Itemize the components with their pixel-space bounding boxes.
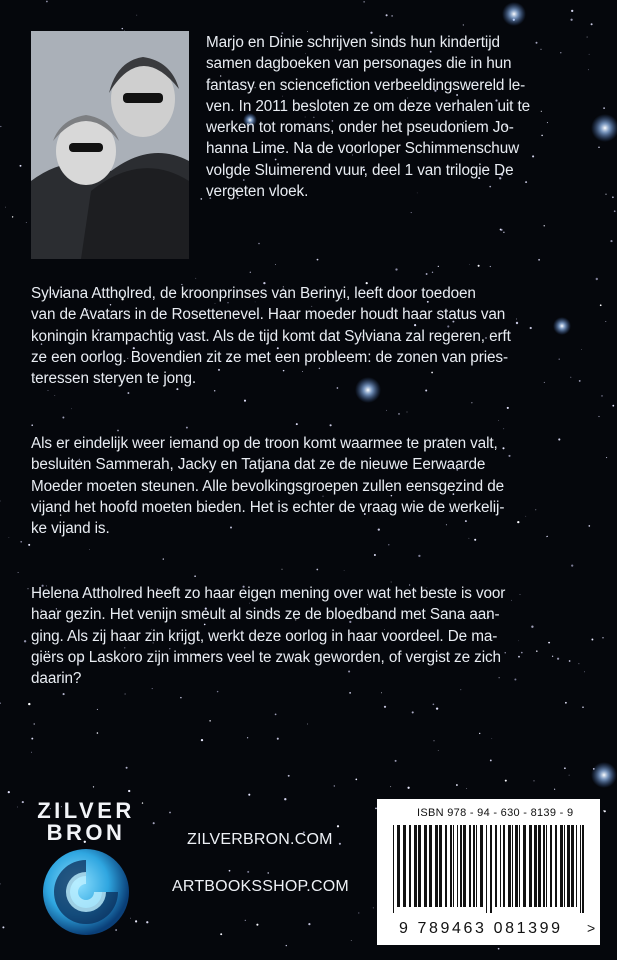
barcode-bars — [389, 825, 589, 913]
star — [214, 390, 216, 392]
star — [125, 693, 126, 694]
barcode-bar — [555, 825, 557, 907]
star — [604, 810, 606, 812]
star — [122, 28, 123, 29]
star — [544, 225, 545, 226]
star — [373, 907, 374, 908]
author-photo — [31, 31, 189, 259]
barcode-bar — [495, 825, 497, 907]
barcode-bar — [500, 825, 501, 907]
star — [602, 637, 603, 638]
synopsis-paragraph: Als er eindelijk weer iemand op de troon komt waarmee te praten valt, besluiten Sammerah, Jacky en Tatjana dat ze de nieuwe Eerwaarde Moeder moeten steunen. Alle bevolkingsgroepen zullen eensgezind de vijand het hoofd moeten bieden. Het is echter de vraag wie de werkelij- ke vijand is. — [31, 435, 505, 538]
star — [127, 392, 129, 394]
star — [610, 240, 612, 242]
barcode-bar — [397, 825, 400, 907]
barcode-bar — [445, 825, 447, 907]
star — [500, 229, 502, 231]
star — [229, 870, 231, 872]
barcode-bar — [538, 825, 541, 907]
star — [54, 395, 55, 396]
star — [0, 883, 1, 884]
star — [180, 697, 182, 699]
barcode-bar — [564, 825, 565, 907]
star — [503, 428, 504, 429]
star — [186, 427, 188, 429]
star — [498, 420, 499, 421]
barcode-bar — [439, 825, 442, 907]
star — [386, 14, 388, 16]
star — [17, 807, 18, 808]
barcode-bar — [512, 825, 513, 907]
barcode-bar — [490, 825, 492, 913]
star — [46, 1, 48, 3]
star — [201, 739, 203, 741]
star — [390, 786, 391, 787]
star — [317, 259, 319, 261]
star — [89, 549, 90, 550]
star — [433, 703, 435, 705]
star — [8, 791, 10, 793]
star — [612, 405, 614, 407]
barcode-bar — [486, 825, 487, 913]
star — [288, 775, 290, 777]
star — [275, 264, 276, 265]
star — [355, 779, 357, 781]
star — [195, 278, 196, 279]
star — [606, 457, 607, 458]
star — [564, 767, 566, 769]
star — [337, 825, 339, 827]
star — [411, 212, 412, 213]
star — [28, 703, 30, 705]
barcode-bar — [519, 825, 520, 907]
bright-star — [591, 762, 617, 788]
star — [31, 738, 33, 740]
star — [471, 402, 472, 403]
star — [554, 789, 555, 790]
star — [344, 570, 345, 571]
barcode-bar — [429, 825, 432, 907]
star — [466, 788, 467, 789]
star — [71, 408, 72, 409]
barcode-bar — [418, 825, 421, 907]
star — [438, 266, 439, 267]
star — [277, 738, 279, 740]
star — [490, 759, 492, 761]
barcode-bar — [476, 825, 477, 907]
barcode-bar — [529, 825, 532, 907]
star — [412, 711, 414, 713]
barcode-bar — [515, 825, 518, 907]
star — [407, 412, 408, 413]
author-bio: Marjo en Dinie schrijven sinds hun kindertijd samen dagboeken van personages die in hun fantasy en sciencefiction verbeeldingswereld le- ven. In 2011 besloten ze om deze verhalen uit te werken tot romans, onder het pseudoniem Jo- hanna Lime. Na de voorloper Schimmenschuw volgde Sluimerend vuur, deel 1 van trilogie De vergeten vloek. — [206, 34, 531, 201]
star — [358, 912, 359, 913]
star — [12, 216, 13, 217]
star — [463, 24, 464, 25]
star — [126, 767, 128, 769]
star — [334, 785, 335, 786]
star — [363, 1, 364, 2]
publisher-name-line2: BRON — [46, 820, 126, 845]
star — [425, 389, 427, 391]
barcode-bar — [543, 825, 545, 907]
star — [267, 872, 268, 873]
star — [582, 706, 584, 708]
star — [418, 555, 420, 557]
star — [605, 321, 606, 322]
website-link[interactable]: ARTBOOKSSHOP.COM — [172, 878, 349, 895]
star — [34, 723, 35, 724]
star — [0, 703, 1, 704]
star — [250, 272, 251, 273]
barcode-bar — [523, 825, 526, 907]
star — [507, 407, 509, 409]
star — [591, 23, 593, 25]
star — [395, 268, 397, 270]
barcode-bar — [546, 825, 547, 907]
star — [438, 750, 439, 751]
star — [505, 780, 507, 782]
star — [2, 926, 4, 928]
star — [248, 794, 250, 796]
star — [479, 733, 480, 734]
barcode-bar — [460, 825, 462, 907]
barcode-bar — [450, 825, 452, 907]
barcode-bar — [508, 825, 511, 907]
star — [48, 390, 49, 391]
star — [93, 786, 94, 787]
star — [603, 810, 604, 811]
star — [569, 775, 570, 776]
star — [28, 588, 29, 589]
star — [374, 554, 376, 556]
star — [247, 871, 249, 873]
star — [391, 15, 393, 17]
barcode-bar — [534, 825, 537, 907]
star — [31, 752, 32, 753]
barcode-bar — [453, 825, 454, 907]
barcode-bar — [457, 825, 458, 907]
barcode-marker: > — [587, 920, 596, 936]
barcode-bar — [409, 825, 411, 907]
barcode-bar — [560, 825, 563, 907]
synopsis-paragraph: Sylviana Attholred, de kroonprinses van Berinyi, leeft door toedoen van de Avatars in de Rosettenevel. Haar moeder houdt haar status van koningin krampachtig vast. Als de tijd komt dat Sylviana zal regeren, erft ze een oorlog. Bovendien zit ze met een probleem: de zonen van pries- teressen steryen te jong. — [31, 285, 511, 388]
star — [456, 784, 458, 786]
star — [503, 232, 504, 233]
star — [256, 924, 258, 926]
star — [136, 15, 137, 16]
star — [296, 423, 298, 425]
star — [22, 801, 24, 803]
star — [20, 165, 22, 167]
barcode-bar — [463, 825, 466, 907]
star — [307, 724, 308, 725]
barcode-bar — [571, 825, 574, 907]
star — [117, 430, 119, 432]
bright-star — [502, 2, 526, 26]
star — [601, 395, 603, 397]
star — [97, 732, 99, 734]
star — [286, 945, 287, 946]
star — [284, 798, 286, 800]
star — [220, 933, 222, 935]
star — [596, 278, 598, 280]
barcode-bar — [576, 825, 577, 907]
swirl-logo-icon — [40, 846, 132, 938]
star — [26, 222, 27, 223]
star — [142, 802, 143, 803]
star — [63, 693, 65, 695]
star — [349, 692, 351, 694]
star — [386, 410, 387, 411]
star — [5, 207, 6, 208]
star — [0, 126, 1, 127]
star — [339, 843, 341, 845]
star — [28, 544, 30, 546]
star — [426, 273, 428, 275]
barcode-bar — [469, 825, 471, 907]
barcode-bar — [403, 825, 406, 907]
star — [128, 790, 130, 792]
star — [247, 737, 248, 738]
star — [398, 413, 400, 415]
barcode-bar — [473, 825, 475, 907]
barcode-bar — [480, 825, 483, 907]
star — [612, 196, 614, 198]
barcode-bar — [567, 825, 570, 907]
star — [194, 575, 196, 577]
star — [31, 424, 33, 426]
star — [24, 640, 26, 642]
star — [478, 265, 480, 267]
star — [316, 569, 318, 571]
publisher-name-line1: ZILVER — [37, 798, 135, 823]
star — [135, 920, 137, 922]
barcode-bar — [582, 825, 584, 913]
star — [407, 787, 409, 789]
barcode-bar — [550, 825, 552, 907]
isbn-label: ISBN 978 - 94 - 630 - 8139 - 9 — [417, 807, 574, 819]
website-link[interactable]: ZILVERBRON.COM — [187, 831, 333, 848]
star — [330, 424, 332, 426]
star — [153, 822, 155, 824]
star — [598, 416, 599, 417]
star — [163, 558, 164, 559]
star — [20, 541, 22, 543]
barcode-bar — [414, 825, 417, 907]
star — [258, 243, 260, 245]
star — [351, 940, 352, 941]
star — [209, 720, 210, 721]
barcode-bar — [580, 825, 581, 913]
star — [395, 760, 397, 762]
star — [469, 264, 470, 265]
star — [490, 266, 491, 267]
star — [570, 19, 572, 21]
star — [169, 812, 171, 814]
star — [538, 259, 540, 261]
star — [436, 707, 438, 709]
star — [498, 948, 500, 950]
star — [433, 740, 434, 741]
star — [18, 572, 19, 573]
star — [571, 10, 573, 12]
star — [384, 706, 386, 708]
star — [62, 417, 64, 419]
star — [614, 210, 616, 212]
star — [388, 544, 389, 545]
star — [200, 198, 202, 200]
barcode-bar — [393, 825, 394, 913]
star — [491, 738, 492, 739]
star — [146, 921, 148, 923]
star — [565, 702, 567, 704]
star — [97, 709, 98, 710]
barcode-bar — [503, 825, 505, 907]
star — [9, 537, 10, 538]
barcode-digits: 9 789463 081399 — [399, 920, 563, 937]
star — [432, 272, 433, 273]
star — [275, 714, 277, 716]
star — [245, 920, 246, 921]
barcode-bar — [435, 825, 438, 907]
synopsis-paragraph: Helena Attholred heeft zo haar eigen mening over wat het beste is voor haar gezin. Het venijn smeult al sinds ze de bloedband met Sana aan- ging. Als zij haar zin krijgt, werkt deze oorlog in haar voordeel. De ma- giërs op Laskoro zijn immers veel te zwak geworden, of vergist ze zich daarin? — [31, 585, 506, 688]
barcode-bar — [424, 825, 427, 907]
star — [282, 569, 283, 570]
star — [217, 691, 218, 692]
star — [308, 923, 310, 925]
isbn-barcode — [377, 799, 600, 945]
star — [381, 692, 382, 693]
star — [571, 565, 573, 567]
star — [244, 400, 246, 402]
star — [534, 780, 535, 781]
